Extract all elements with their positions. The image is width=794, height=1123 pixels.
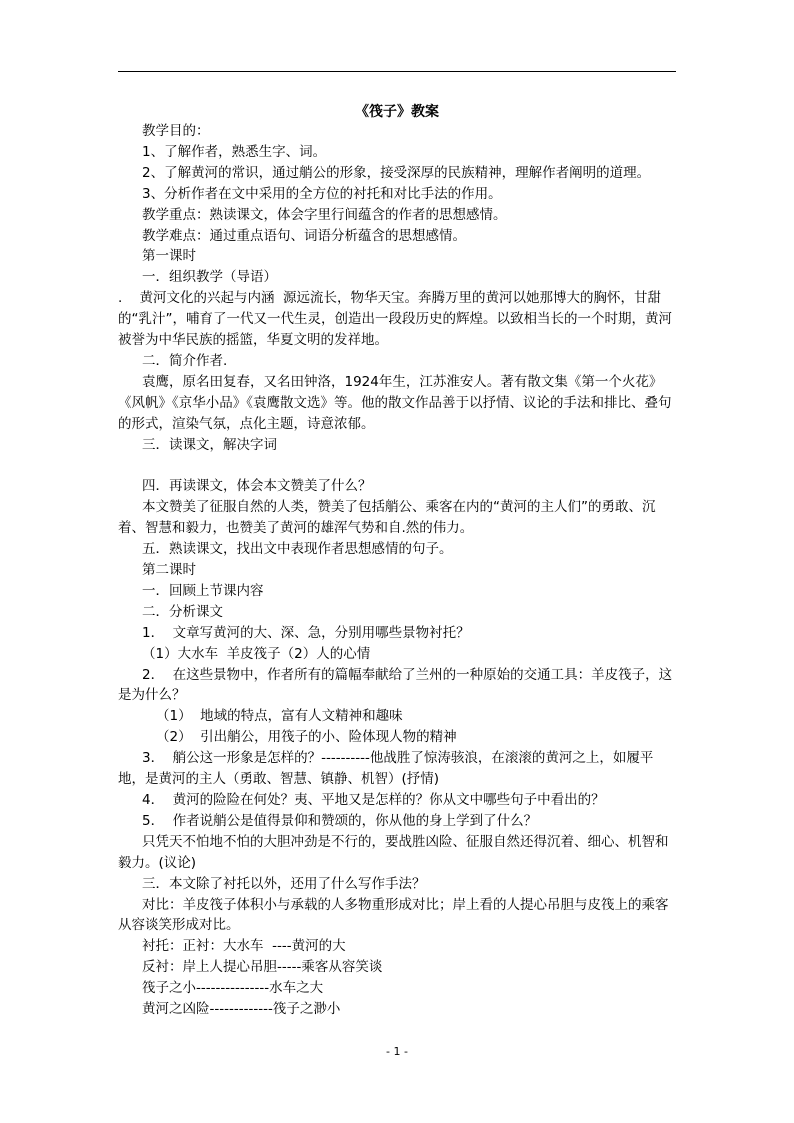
paragraph: 反衬：岸上人提心吊胆-----乘客从容笑谈 bbox=[142, 959, 383, 976]
paragraph: 一．回顾上节课内容 bbox=[142, 582, 264, 599]
paragraph: 2． 在这些景物中，作者所有的篇幅奉献给了兰州的一种原始的交通工具：羊皮筏子，这是为什么？ bbox=[118, 666, 673, 704]
paragraph: 筏子之小---------------水车之大 bbox=[142, 980, 324, 997]
paragraph: 1、了解作者，熟悉生字、词。 bbox=[142, 143, 327, 160]
paragraph: 二．简介作者. bbox=[142, 352, 228, 369]
paragraph: （1） 地域的特点，富有人文精神和趣味 bbox=[156, 708, 403, 725]
paragraph: 3． 艄公这一形象是怎样的？----------他战胜了惊涛骇浪，在滚滚的黄河之上，如履平地，是黄河的主人（勇敢、智慧、镇静、机智）(抒情) bbox=[118, 750, 654, 788]
paragraph: 三．读课文，解决字词 bbox=[142, 436, 277, 453]
paragraph: 教学目的： bbox=[142, 123, 210, 139]
paragraph: . 黄河文化的兴起与内涵 源远流长，物华天宝。奔腾万里的黄河以她那博大的胸怀，甘甜的“乳汁”，哺育了一代又一代生灵，创造出一段段历史的辉煌。以致相当长的一个时期，黄河被誉为中华民族的摇篮，华夏文明的发祥地。 bbox=[118, 290, 672, 349]
paragraph: 对比：羊皮筏子体积小与承载的人多物重形成对比；岸上看的人提心吊胆与皮筏上的乘客从容谈笑形成对比。 bbox=[118, 896, 669, 934]
paragraph: 5． 作者说艄公是值得景仰和赞颂的，你从他的身上学到了什么？ bbox=[142, 812, 538, 829]
paragraph: 只凭天不怕地不怕的大胆冲劲是不行的，要战胜凶险、征服自然还得沉着、细心、机智和毅力。(议论) bbox=[118, 833, 669, 871]
paragraph: 四．再读课文，体会本文赞美了什么？ bbox=[142, 478, 372, 495]
paragraph: 三．本文除了衬托以外，还用了什么写作手法？ bbox=[142, 875, 426, 892]
header-rule bbox=[118, 71, 676, 72]
paragraph: （2） 引出艄公，用筏子的小、险体现人物的精神 bbox=[156, 729, 457, 746]
paragraph: 衬托：正衬：大水车 ----黄河的大 bbox=[142, 938, 346, 955]
paragraph: 1． 文章写黄河的大、深、急，分别用哪些景物衬托？ bbox=[142, 624, 470, 641]
paragraph: 教学难点：通过重点语句、词语分析蕴含的思想感情。 bbox=[142, 227, 466, 244]
paragraph: 袁鹰，原名田复春，又名田钟洛，1924年生，江苏淮安人。著有散文集《第一个火花》《风帆》《京华小品》《袁鹰散文选》等。他的散文作品善于以抒情、议论的手法和排比、叠句的形式，渲染气氛，点化主题，诗意浓郁。 bbox=[118, 373, 672, 432]
paragraph: 本文赞美了征服自然的人类，赞美了包括艄公、乘客在内的“黄河的主人们”的勇敢、沉着、智慧和毅力，也赞美了黄河的雄浑气势和自.然的伟力。 bbox=[118, 499, 656, 537]
paragraph: （1）大水车 羊皮筏子（2）人的心情 bbox=[142, 645, 371, 662]
document-title: 《筏子》教案 bbox=[355, 104, 439, 120]
document-body bbox=[118, 121, 678, 1020]
paragraph: 第一课时 bbox=[142, 248, 196, 265]
paragraph: 教学重点：熟读课文，体会字里行间蕴含的作者的思想感情。 bbox=[142, 206, 507, 223]
paragraph: 黄河之凶险-------------筏子之渺小 bbox=[142, 1001, 341, 1018]
paragraph: 4． 黄河的险险在何处？夷、平地又是怎样的？你从文中哪些句子中看出的？ bbox=[142, 791, 605, 808]
paragraph: 2、了解黄河的常识，通过艄公的形象，接受深厚的民族精神，理解作者阐明的道理。 bbox=[142, 164, 651, 181]
page-number: - 1 - bbox=[386, 1045, 408, 1058]
paragraph: 第二课时 bbox=[142, 562, 196, 579]
paragraph: 3、分析作者在文中采用的全方位的衬托和对比手法的作用。 bbox=[142, 185, 502, 202]
paragraph: 一．组织教学（导语） bbox=[142, 269, 277, 286]
blank-line bbox=[118, 456, 678, 477]
paragraph: 二．分析课文 bbox=[142, 603, 223, 620]
paragraph: 五．熟读课文，找出文中表现作者思想感情的句子。 bbox=[142, 541, 453, 558]
